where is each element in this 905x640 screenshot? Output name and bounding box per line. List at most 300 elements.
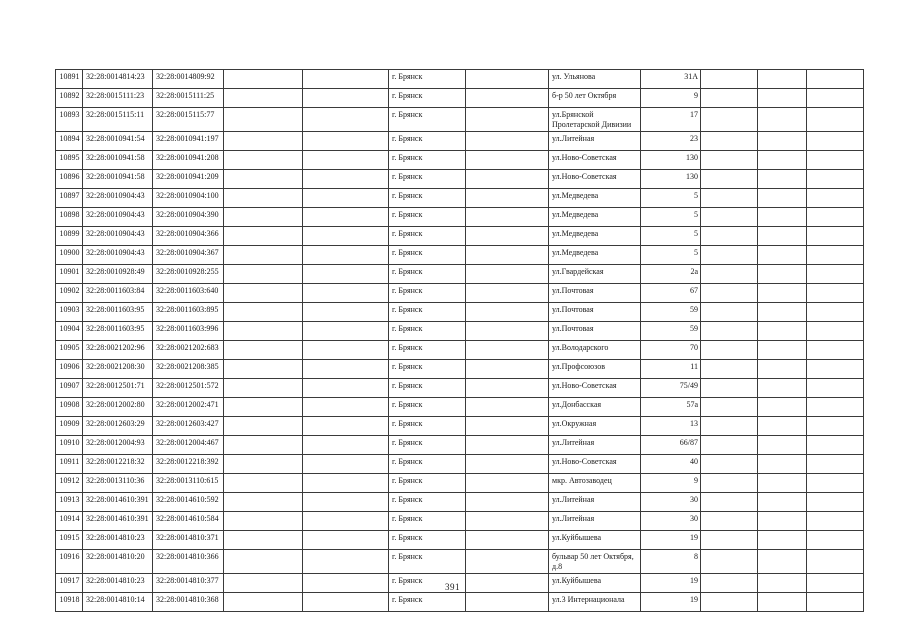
cell-empty-2 xyxy=(303,436,389,455)
cell-empty-2 xyxy=(303,531,389,550)
cell-cadastral-number-1: 32:28:0010941:58 xyxy=(83,151,153,170)
cell-empty-6 xyxy=(807,303,864,322)
cell-empty-3 xyxy=(466,151,549,170)
cell-empty-4 xyxy=(701,170,758,189)
table-row xyxy=(56,341,864,360)
cell-empty-4 xyxy=(701,379,758,398)
cell-house-number: 9 xyxy=(641,89,701,108)
cell-empty-5 xyxy=(758,474,807,493)
cell-row-number: 10901 xyxy=(56,265,83,284)
cell-house-number: 5 xyxy=(641,189,701,208)
cell-cadastral-number-2: 32:28:0010941:208 xyxy=(153,151,224,170)
cell-house-number: 5 xyxy=(641,208,701,227)
cell-empty-3 xyxy=(466,246,549,265)
table-row xyxy=(56,265,864,284)
cell-empty-1 xyxy=(224,417,303,436)
cell-row-number: 10904 xyxy=(56,322,83,341)
cell-house-number: 130 xyxy=(641,170,701,189)
cell-empty-1 xyxy=(224,70,303,89)
cell-empty-4 xyxy=(701,512,758,531)
cell-street: ул.3 Интернационала xyxy=(549,593,641,612)
cell-empty-5 xyxy=(758,189,807,208)
cell-empty-5 xyxy=(758,436,807,455)
cell-empty-5 xyxy=(758,265,807,284)
cell-empty-5 xyxy=(758,227,807,246)
cell-cadastral-number-1: 32:28:0013110:36 xyxy=(83,474,153,493)
cell-house-number: 40 xyxy=(641,455,701,474)
cell-empty-4 xyxy=(701,322,758,341)
cell-cadastral-number-2: 32:28:0013110:615 xyxy=(153,474,224,493)
cell-street: ул.Литейная xyxy=(549,132,641,151)
cell-row-number: 10911 xyxy=(56,455,83,474)
cell-street: ул.Профсоюзов xyxy=(549,360,641,379)
table-row xyxy=(56,227,864,246)
cell-empty-1 xyxy=(224,108,303,132)
cell-row-number: 10910 xyxy=(56,436,83,455)
cell-cadastral-number-1: 32:28:0015111:23 xyxy=(83,89,153,108)
cell-street: б-р 50 лет Октября xyxy=(549,89,641,108)
cell-cadastral-number-1: 32:28:0012603:29 xyxy=(83,417,153,436)
cell-empty-5 xyxy=(758,360,807,379)
cell-cadastral-number-2: 32:28:0010904:100 xyxy=(153,189,224,208)
cell-street: ул.Медведева xyxy=(549,189,641,208)
cell-row-number: 10899 xyxy=(56,227,83,246)
cell-row-number: 10903 xyxy=(56,303,83,322)
cell-empty-2 xyxy=(303,379,389,398)
cell-row-number: 10918 xyxy=(56,593,83,612)
cell-empty-6 xyxy=(807,455,864,474)
cell-empty-4 xyxy=(701,265,758,284)
cell-empty-5 xyxy=(758,246,807,265)
cell-row-number: 10907 xyxy=(56,379,83,398)
cell-cadastral-number-1: 32:28:0011603:95 xyxy=(83,322,153,341)
cell-empty-5 xyxy=(758,322,807,341)
cell-city: г. Брянск xyxy=(389,493,466,512)
cell-cadastral-number-1: 32:28:0021208:30 xyxy=(83,360,153,379)
cell-cadastral-number-1: 32:28:0014810:20 xyxy=(83,550,153,574)
cell-row-number: 10891 xyxy=(56,70,83,89)
cell-house-number: 30 xyxy=(641,512,701,531)
cell-empty-4 xyxy=(701,303,758,322)
cell-city: г. Брянск xyxy=(389,284,466,303)
cell-cadastral-number-1: 32:28:0011603:84 xyxy=(83,284,153,303)
cell-cadastral-number-1: 32:28:0012002:80 xyxy=(83,398,153,417)
cell-empty-2 xyxy=(303,341,389,360)
cell-cadastral-number-2: 32:28:0014810:377 xyxy=(153,574,224,593)
cell-empty-6 xyxy=(807,322,864,341)
cell-row-number: 10898 xyxy=(56,208,83,227)
cell-cadastral-number-2: 32:28:0011603:996 xyxy=(153,322,224,341)
cell-empty-5 xyxy=(758,493,807,512)
cell-empty-3 xyxy=(466,474,549,493)
cell-empty-3 xyxy=(466,89,549,108)
cell-city: г. Брянск xyxy=(389,70,466,89)
cell-street: ул.Почтовая xyxy=(549,322,641,341)
table-row xyxy=(56,436,864,455)
cell-cadastral-number-1: 32:28:0010904:43 xyxy=(83,189,153,208)
cell-city: г. Брянск xyxy=(389,132,466,151)
cell-empty-2 xyxy=(303,151,389,170)
cell-empty-5 xyxy=(758,70,807,89)
cell-empty-5 xyxy=(758,512,807,531)
cell-row-number: 10905 xyxy=(56,341,83,360)
cell-empty-2 xyxy=(303,322,389,341)
cell-cadastral-number-1: 32:28:0015115:11 xyxy=(83,108,153,132)
cell-street: ул.Почтовая xyxy=(549,284,641,303)
cell-city: г. Брянск xyxy=(389,398,466,417)
cell-street: ул.Ново-Советская xyxy=(549,379,641,398)
cell-empty-3 xyxy=(466,593,549,612)
cell-empty-3 xyxy=(466,360,549,379)
cell-empty-3 xyxy=(466,512,549,531)
cell-street: ул.Донбасская xyxy=(549,398,641,417)
cell-empty-4 xyxy=(701,550,758,574)
cell-row-number: 10915 xyxy=(56,531,83,550)
cell-cadastral-number-1: 32:28:0011603:95 xyxy=(83,303,153,322)
cell-street: ул.Гвардейская xyxy=(549,265,641,284)
cell-house-number: 19 xyxy=(641,531,701,550)
cell-empty-3 xyxy=(466,208,549,227)
cell-city: г. Брянск xyxy=(389,227,466,246)
cell-city: г. Брянск xyxy=(389,151,466,170)
cell-city: г. Брянск xyxy=(389,512,466,531)
cell-house-number: 19 xyxy=(641,574,701,593)
cell-street: ул.Куйбышева xyxy=(549,574,641,593)
cell-cadastral-number-1: 32:28:0014810:23 xyxy=(83,574,153,593)
table-row xyxy=(56,474,864,493)
cell-cadastral-number-1: 32:28:0012004:93 xyxy=(83,436,153,455)
cell-empty-1 xyxy=(224,265,303,284)
cell-empty-5 xyxy=(758,550,807,574)
cell-cadastral-number-2: 32:28:0011603:640 xyxy=(153,284,224,303)
cell-empty-5 xyxy=(758,341,807,360)
cell-row-number: 10892 xyxy=(56,89,83,108)
cell-empty-3 xyxy=(466,493,549,512)
table-row xyxy=(56,151,864,170)
cell-empty-5 xyxy=(758,284,807,303)
cadastral-registry-table xyxy=(55,69,864,612)
cell-city: г. Брянск xyxy=(389,303,466,322)
cell-empty-6 xyxy=(807,436,864,455)
cell-empty-6 xyxy=(807,493,864,512)
cell-empty-1 xyxy=(224,531,303,550)
cell-house-number: 75/49 xyxy=(641,379,701,398)
cell-cadastral-number-2: 32:28:0010904:366 xyxy=(153,227,224,246)
cell-city: г. Брянск xyxy=(389,593,466,612)
cell-cadastral-number-2: 32:28:0010941:197 xyxy=(153,132,224,151)
cell-row-number: 10913 xyxy=(56,493,83,512)
cell-empty-5 xyxy=(758,151,807,170)
cell-empty-6 xyxy=(807,170,864,189)
cell-cadastral-number-1: 32:28:0010928:49 xyxy=(83,265,153,284)
table-row xyxy=(56,493,864,512)
cell-empty-1 xyxy=(224,89,303,108)
cell-empty-4 xyxy=(701,531,758,550)
cell-house-number: 8 xyxy=(641,550,701,574)
cell-city: г. Брянск xyxy=(389,189,466,208)
cell-street: бульвар 50 лет Октября, д.8 xyxy=(549,550,641,574)
cell-empty-3 xyxy=(466,417,549,436)
cell-empty-3 xyxy=(466,265,549,284)
cell-house-number: 13 xyxy=(641,417,701,436)
cell-city: г. Брянск xyxy=(389,322,466,341)
cell-empty-1 xyxy=(224,208,303,227)
cell-house-number: 67 xyxy=(641,284,701,303)
cell-empty-4 xyxy=(701,417,758,436)
cell-empty-2 xyxy=(303,512,389,531)
cell-empty-2 xyxy=(303,593,389,612)
cell-street: ул.Володарского xyxy=(549,341,641,360)
cell-empty-2 xyxy=(303,246,389,265)
cell-cadastral-number-2: 32:28:0010928:255 xyxy=(153,265,224,284)
cell-row-number: 10893 xyxy=(56,108,83,132)
cell-cadastral-number-2: 32:28:0014610:584 xyxy=(153,512,224,531)
cell-city: г. Брянск xyxy=(389,455,466,474)
cell-cadastral-number-1: 32:28:0010904:43 xyxy=(83,246,153,265)
cell-empty-2 xyxy=(303,208,389,227)
cell-empty-5 xyxy=(758,417,807,436)
table-row xyxy=(56,70,864,89)
cell-row-number: 10896 xyxy=(56,170,83,189)
cell-cadastral-number-1: 32:28:0014810:23 xyxy=(83,531,153,550)
cell-empty-3 xyxy=(466,227,549,246)
cell-city: г. Брянск xyxy=(389,417,466,436)
cell-house-number: 130 xyxy=(641,151,701,170)
cell-empty-6 xyxy=(807,417,864,436)
table-row xyxy=(56,593,864,612)
cell-empty-4 xyxy=(701,398,758,417)
cell-house-number: 30 xyxy=(641,493,701,512)
cell-cadastral-number-2: 32:28:0012501:572 xyxy=(153,379,224,398)
cell-empty-1 xyxy=(224,436,303,455)
cell-city: г. Брянск xyxy=(389,574,466,593)
cell-empty-5 xyxy=(758,108,807,132)
cell-cadastral-number-2: 32:28:0012004:467 xyxy=(153,436,224,455)
cell-city: г. Брянск xyxy=(389,360,466,379)
cell-empty-4 xyxy=(701,208,758,227)
cell-empty-6 xyxy=(807,246,864,265)
cell-cadastral-number-2: 32:28:0010941:209 xyxy=(153,170,224,189)
cell-empty-6 xyxy=(807,70,864,89)
cell-empty-6 xyxy=(807,360,864,379)
cell-city: г. Брянск xyxy=(389,89,466,108)
cell-house-number: 23 xyxy=(641,132,701,151)
cell-empty-5 xyxy=(758,89,807,108)
cell-empty-4 xyxy=(701,455,758,474)
cell-row-number: 10900 xyxy=(56,246,83,265)
cell-street: ул.Литейная xyxy=(549,493,641,512)
cell-empty-4 xyxy=(701,436,758,455)
cell-cadastral-number-2: 32:28:0010904:390 xyxy=(153,208,224,227)
table-row xyxy=(56,550,864,574)
cell-empty-5 xyxy=(758,170,807,189)
table-row xyxy=(56,108,864,132)
cell-row-number: 10916 xyxy=(56,550,83,574)
cell-house-number: 57а xyxy=(641,398,701,417)
cell-empty-2 xyxy=(303,70,389,89)
cell-empty-2 xyxy=(303,493,389,512)
cell-empty-6 xyxy=(807,512,864,531)
cell-empty-2 xyxy=(303,398,389,417)
cell-house-number: 9 xyxy=(641,474,701,493)
cell-empty-6 xyxy=(807,341,864,360)
cell-empty-6 xyxy=(807,550,864,574)
table-row xyxy=(56,417,864,436)
cell-street: ул.Литейная xyxy=(549,436,641,455)
cell-house-number: 17 xyxy=(641,108,701,132)
cell-empty-3 xyxy=(466,303,549,322)
cell-empty-4 xyxy=(701,593,758,612)
table-row xyxy=(56,322,864,341)
cell-empty-6 xyxy=(807,398,864,417)
cell-empty-2 xyxy=(303,550,389,574)
cell-empty-5 xyxy=(758,593,807,612)
cell-empty-2 xyxy=(303,417,389,436)
cell-empty-4 xyxy=(701,246,758,265)
cell-empty-3 xyxy=(466,70,549,89)
cell-street: ул.Брянской Пролетарской Дивизии xyxy=(549,108,641,132)
cell-empty-1 xyxy=(224,189,303,208)
cell-empty-3 xyxy=(466,341,549,360)
cell-empty-5 xyxy=(758,379,807,398)
cell-street: ул.Медведева xyxy=(549,227,641,246)
cell-city: г. Брянск xyxy=(389,436,466,455)
table-row xyxy=(56,512,864,531)
cell-empty-1 xyxy=(224,360,303,379)
cell-empty-4 xyxy=(701,341,758,360)
cell-empty-1 xyxy=(224,455,303,474)
cell-cadastral-number-2: 32:28:0012002:471 xyxy=(153,398,224,417)
cell-empty-1 xyxy=(224,341,303,360)
cell-empty-1 xyxy=(224,322,303,341)
cell-empty-1 xyxy=(224,379,303,398)
cell-empty-6 xyxy=(807,151,864,170)
cell-empty-2 xyxy=(303,108,389,132)
cell-empty-3 xyxy=(466,322,549,341)
cell-empty-1 xyxy=(224,593,303,612)
table-row xyxy=(56,132,864,151)
cell-empty-5 xyxy=(758,455,807,474)
cell-empty-6 xyxy=(807,227,864,246)
cell-house-number: 59 xyxy=(641,322,701,341)
cell-row-number: 10912 xyxy=(56,474,83,493)
cell-cadastral-number-1: 32:28:0010904:43 xyxy=(83,227,153,246)
cell-cadastral-number-2: 32:28:0021208:385 xyxy=(153,360,224,379)
cell-empty-5 xyxy=(758,303,807,322)
cell-street: ул.Окружная xyxy=(549,417,641,436)
cell-empty-2 xyxy=(303,265,389,284)
cell-empty-6 xyxy=(807,132,864,151)
cell-empty-1 xyxy=(224,474,303,493)
cell-cadastral-number-1: 32:28:0014810:14 xyxy=(83,593,153,612)
table-row xyxy=(56,208,864,227)
cell-empty-3 xyxy=(466,132,549,151)
cell-empty-3 xyxy=(466,170,549,189)
cell-empty-4 xyxy=(701,360,758,379)
cell-empty-1 xyxy=(224,170,303,189)
cell-street: ул.Почтовая xyxy=(549,303,641,322)
cell-cadastral-number-2: 32:28:0012218:392 xyxy=(153,455,224,474)
cell-house-number: 19 xyxy=(641,593,701,612)
cell-empty-2 xyxy=(303,170,389,189)
cell-empty-1 xyxy=(224,398,303,417)
cell-cadastral-number-1: 32:28:0014610:391 xyxy=(83,512,153,531)
cell-empty-4 xyxy=(701,493,758,512)
cell-cadastral-number-2: 32:28:0021202:683 xyxy=(153,341,224,360)
cell-empty-4 xyxy=(701,151,758,170)
cell-cadastral-number-2: 32:28:0014810:366 xyxy=(153,550,224,574)
cell-empty-3 xyxy=(466,550,549,574)
cell-cadastral-number-1: 32:28:0010904:43 xyxy=(83,208,153,227)
cell-row-number: 10902 xyxy=(56,284,83,303)
cell-empty-6 xyxy=(807,379,864,398)
cell-row-number: 10917 xyxy=(56,574,83,593)
cell-street: ул.Ново-Советская xyxy=(549,151,641,170)
cell-empty-2 xyxy=(303,227,389,246)
cell-city: г. Брянск xyxy=(389,341,466,360)
cell-empty-2 xyxy=(303,189,389,208)
cell-row-number: 10908 xyxy=(56,398,83,417)
cell-empty-5 xyxy=(758,398,807,417)
cell-empty-3 xyxy=(466,436,549,455)
table-row xyxy=(56,531,864,550)
cell-empty-4 xyxy=(701,284,758,303)
cell-empty-2 xyxy=(303,303,389,322)
cell-row-number: 10897 xyxy=(56,189,83,208)
cell-empty-2 xyxy=(303,132,389,151)
table-row xyxy=(56,189,864,208)
cell-house-number: 5 xyxy=(641,227,701,246)
cell-empty-6 xyxy=(807,284,864,303)
cell-empty-2 xyxy=(303,284,389,303)
cell-row-number: 10895 xyxy=(56,151,83,170)
cell-empty-6 xyxy=(807,208,864,227)
cell-empty-1 xyxy=(224,512,303,531)
cell-empty-6 xyxy=(807,474,864,493)
cell-cadastral-number-2: 32:28:0011603:895 xyxy=(153,303,224,322)
cell-empty-4 xyxy=(701,132,758,151)
cell-empty-6 xyxy=(807,189,864,208)
table-row xyxy=(56,360,864,379)
cell-cadastral-number-1: 32:28:0010941:54 xyxy=(83,132,153,151)
cell-empty-6 xyxy=(807,89,864,108)
cell-street: ул.Ново-Советская xyxy=(549,170,641,189)
cell-empty-5 xyxy=(758,208,807,227)
cell-row-number: 10894 xyxy=(56,132,83,151)
cell-empty-5 xyxy=(758,531,807,550)
cell-empty-6 xyxy=(807,265,864,284)
cell-house-number: 66/87 xyxy=(641,436,701,455)
cell-city: г. Брянск xyxy=(389,379,466,398)
cell-street: ул. Ульянова xyxy=(549,70,641,89)
cell-cadastral-number-2: 32:28:0015115:77 xyxy=(153,108,224,132)
cell-empty-1 xyxy=(224,493,303,512)
cell-street: ул.Медведева xyxy=(549,246,641,265)
cell-empty-1 xyxy=(224,303,303,322)
cell-street: ул.Ново-Советская xyxy=(549,455,641,474)
cell-empty-3 xyxy=(466,455,549,474)
cell-cadastral-number-1: 32:28:0012501:71 xyxy=(83,379,153,398)
cell-city: г. Брянск xyxy=(389,170,466,189)
cell-empty-1 xyxy=(224,151,303,170)
cell-empty-1 xyxy=(224,132,303,151)
cell-empty-2 xyxy=(303,360,389,379)
cell-cadastral-number-1: 32:28:0010941:58 xyxy=(83,170,153,189)
table-row xyxy=(56,398,864,417)
cell-house-number: 59 xyxy=(641,303,701,322)
cell-house-number: 70 xyxy=(641,341,701,360)
table-row xyxy=(56,89,864,108)
